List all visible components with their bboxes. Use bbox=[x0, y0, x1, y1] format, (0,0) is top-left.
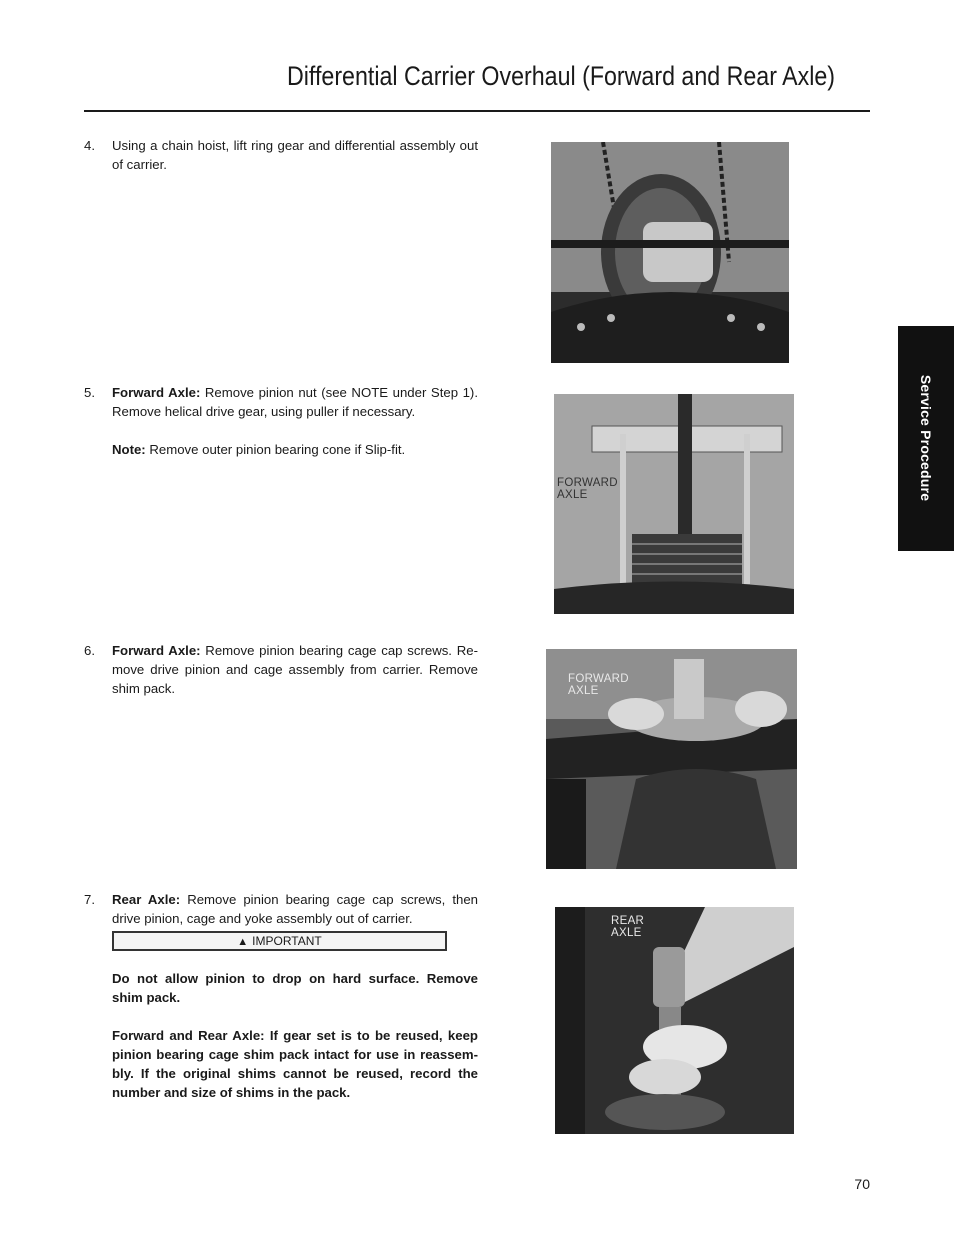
step-text: Remove pinion bearing cage cap screws, then drive pinion, cage and yoke assembly out of carrier. bbox=[112, 892, 478, 926]
figure-caption: FORWARD AXLE bbox=[568, 673, 629, 697]
figure-forward-axle-puller bbox=[554, 394, 794, 614]
step-number: 4. bbox=[84, 138, 95, 153]
figure-rear-axle-pinion bbox=[555, 907, 794, 1134]
step-text: Remove pinion bearing cage cap screws. Re-move drive pinion and cage assembly from carrier. Remove shim pack. bbox=[112, 643, 478, 696]
step-4 bbox=[84, 136, 478, 174]
warning-text-2: Forward and Rear Axle: If gear set is to be reused, keep pinion bearing cage shim pack intact for use in reassem-bly. If the original shims cannot be reused, record the number and size of shims in the pack. bbox=[112, 1028, 478, 1100]
rear-pinion-photo bbox=[555, 907, 794, 1134]
warning-text-1: Do not allow pinion to drop on hard surface. Remove shim pack. bbox=[112, 971, 478, 1005]
section-tab-label: Service Procedure bbox=[918, 374, 934, 502]
ring-gear-photo bbox=[551, 142, 789, 363]
important-label: IMPORTANT bbox=[252, 934, 322, 948]
figure-caption: FORWARD AXLE bbox=[557, 477, 618, 501]
step-number: 5. bbox=[84, 385, 95, 400]
step-label: Forward Axle: bbox=[112, 643, 201, 658]
title-divider bbox=[84, 110, 870, 112]
step-label: Rear Axle: bbox=[112, 892, 181, 907]
note-label: Note: bbox=[112, 442, 146, 457]
figure-caption: REAR AXLE bbox=[611, 915, 645, 939]
step-number: 7. bbox=[84, 892, 95, 907]
page-title: Differential Carrier Overhaul (Forward and Rear Axle) bbox=[287, 61, 836, 91]
section-tab bbox=[898, 326, 954, 551]
important-callout bbox=[112, 931, 447, 951]
note-text: Remove outer pinion bearing cone if Slip-fit. bbox=[145, 442, 406, 457]
warning-icon: ▲ bbox=[237, 936, 249, 948]
step-text: Remove pinion nut (see NOTE under Step 1). Remove helical drive gear, using puller if necessary. bbox=[112, 385, 478, 419]
step-6 bbox=[84, 641, 478, 698]
step-7 bbox=[84, 890, 478, 1102]
step-number: 6. bbox=[84, 643, 95, 658]
step-5 bbox=[84, 383, 478, 459]
figure-ring-gear-hoist bbox=[551, 142, 789, 363]
page-number: 70 bbox=[854, 1176, 870, 1192]
step-text: Using a chain hoist, lift ring gear and differential assembly out of carrier. bbox=[112, 138, 478, 172]
puller-photo bbox=[554, 394, 794, 614]
step-label: Forward Axle: bbox=[112, 385, 201, 400]
figure-forward-axle-pinion-cage bbox=[546, 649, 797, 869]
